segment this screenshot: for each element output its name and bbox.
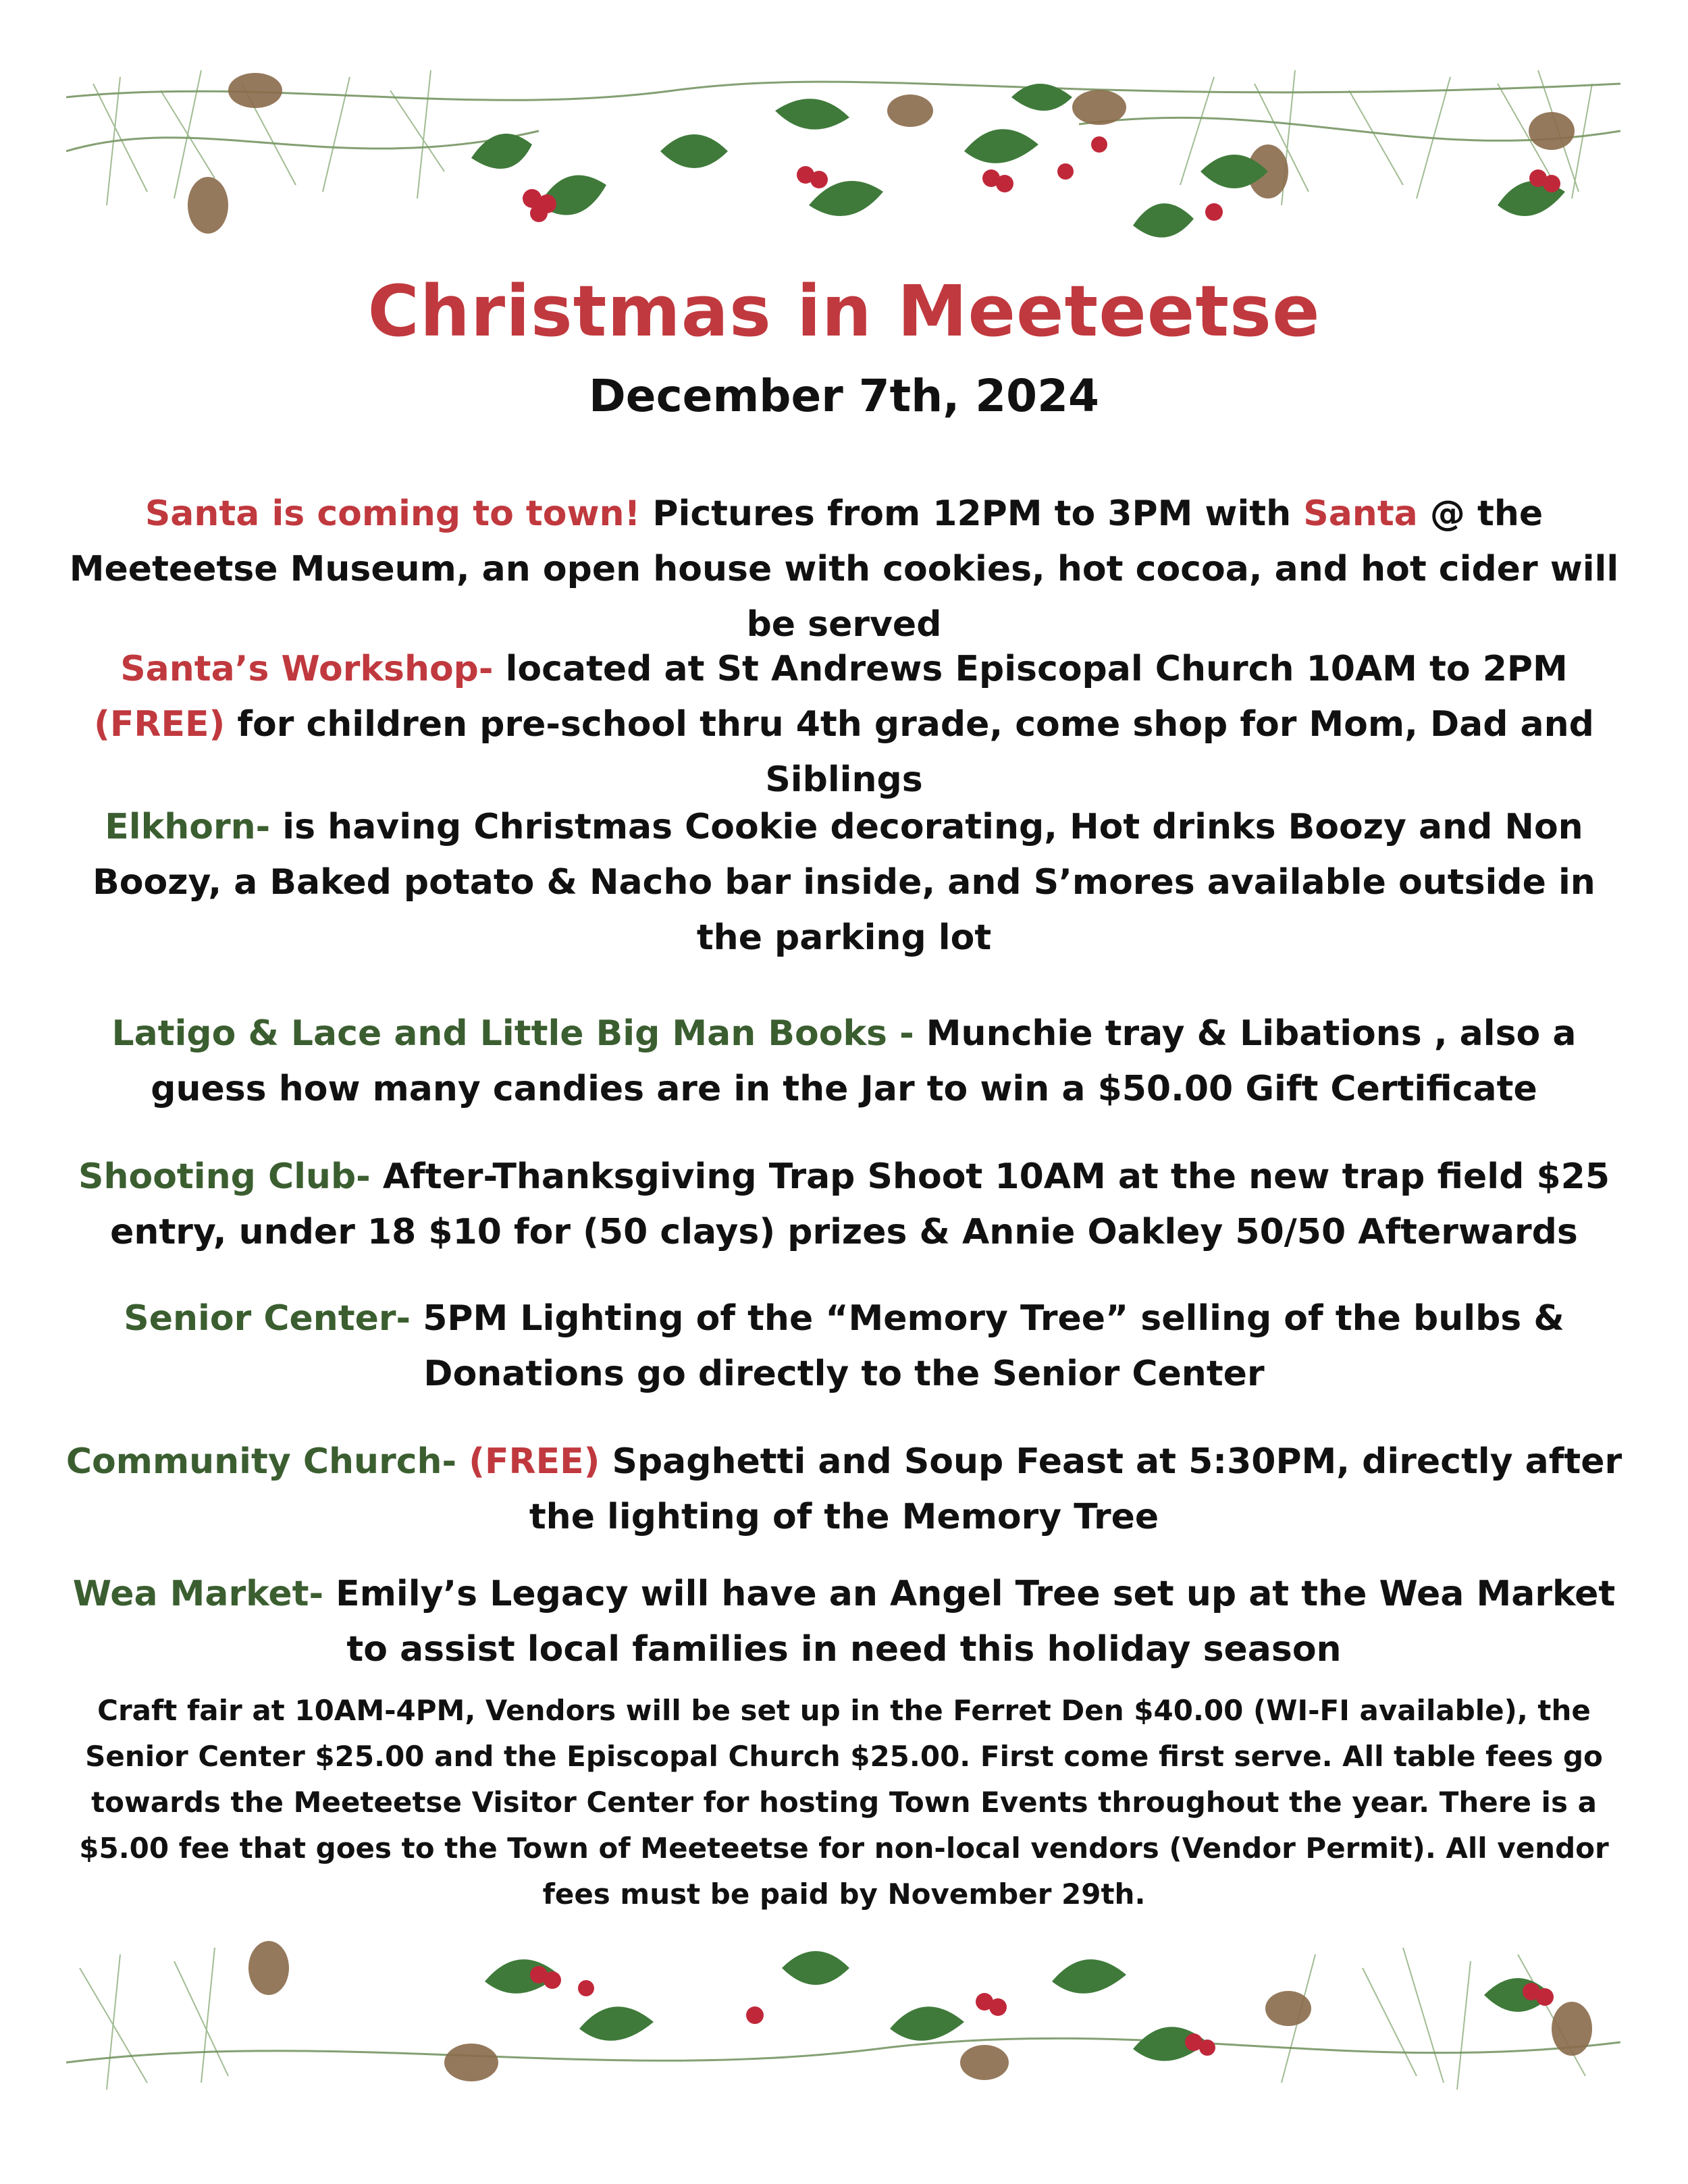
section-shooting-club [61,1149,1627,1260]
elkhorn-label: Elkhorn- [105,807,271,847]
workshop-text-a: located at St Andrews Episcopal Church 10AM to 2PM [493,649,1568,689]
santa-highlight: Santa [1303,494,1418,534]
event-date: December 7th, 2024 [589,370,1099,422]
craft-fair-details: Craft fair at 10AM-4PM, Vendors will be set up in the Ferret Den $40.00 (WI-FI available), the Senior Center $25.00 and the Episcopal Church $25.00. First come first serve. All table fees go towards the Meeteetse Visitor Center for hosting Town Events throughout the year. There is a $5.00 fee that goes to the Town of Meeteetse for non-local vendors (Vendor Permit). All vendor fees must be paid by November 29th. [79,1694,1609,1911]
shooting-text: After-Thanksgiving Trap Shoot 10AM at the new trap field $25 entry, under 18 $10 for (50 clays) prizes & Annie Oakley 50/50 Afterwards [110,1156,1610,1252]
section-senior-center [61,1291,1627,1402]
latigo-label: Latigo & Lace and Little Big Man Books - [111,1013,914,1054]
section-wea-market [61,1566,1627,1677]
workshop-free: (FREE) [94,704,226,745]
elkhorn-text: is having Christmas Cookie decorating, Hot drinks Boozy and Non Boozy, a Baked potato & Nacho bar inside, and S’mores available outside in the parking lot [93,807,1595,958]
santa-label: Santa is coming to town! [144,494,641,534]
church-label: Community Church- [65,1441,457,1482]
section-community-church [61,1434,1627,1545]
latigo-text: Munchie tray & Libations , also a guess how many candies are in the Jar to win a $50.00 Gift Certificate [151,1013,1577,1109]
bottom-holly-pine-garland [66,1927,1620,2089]
church-free: (FREE) [456,1441,600,1482]
wea-text: Emily’s Legacy will have an Angel Tree set up at the Wea Market to assist local families in need this holiday season [323,1574,1616,1670]
top-holly-pine-garland [66,70,1620,273]
santa-text-a: Pictures from 12PM to 3PM with [640,494,1304,534]
page-title: Christmas in Meeteetse [367,270,1321,352]
workshop-label: Santa’s Workshop- [120,649,494,689]
section-workshop [61,641,1627,807]
santa-text-b: @ the Meeteetse Museum, an open house with cookies, hot cocoa, and hot cider will be served [69,494,1619,645]
senior-label: Senior Center- [124,1298,411,1339]
church-text: Spaghetti and Soup Feast at 5:30PM, directly after the lighting of the Memory Tree [529,1441,1623,1537]
workshop-text-b: for children pre-school thru 4th grade, come shop for Mom, Dad and Siblings [225,704,1594,800]
section-elkhorn [61,799,1627,965]
shooting-label: Shooting Club- [78,1156,371,1197]
wea-label: Wea Market- [72,1574,324,1614]
section-latigo [61,1006,1627,1117]
section-santa [61,486,1627,652]
senior-text: 5PM Lighting of the “Memory Tree” selling of the bulbs & Donations go directly to the Senior Center [411,1298,1564,1394]
